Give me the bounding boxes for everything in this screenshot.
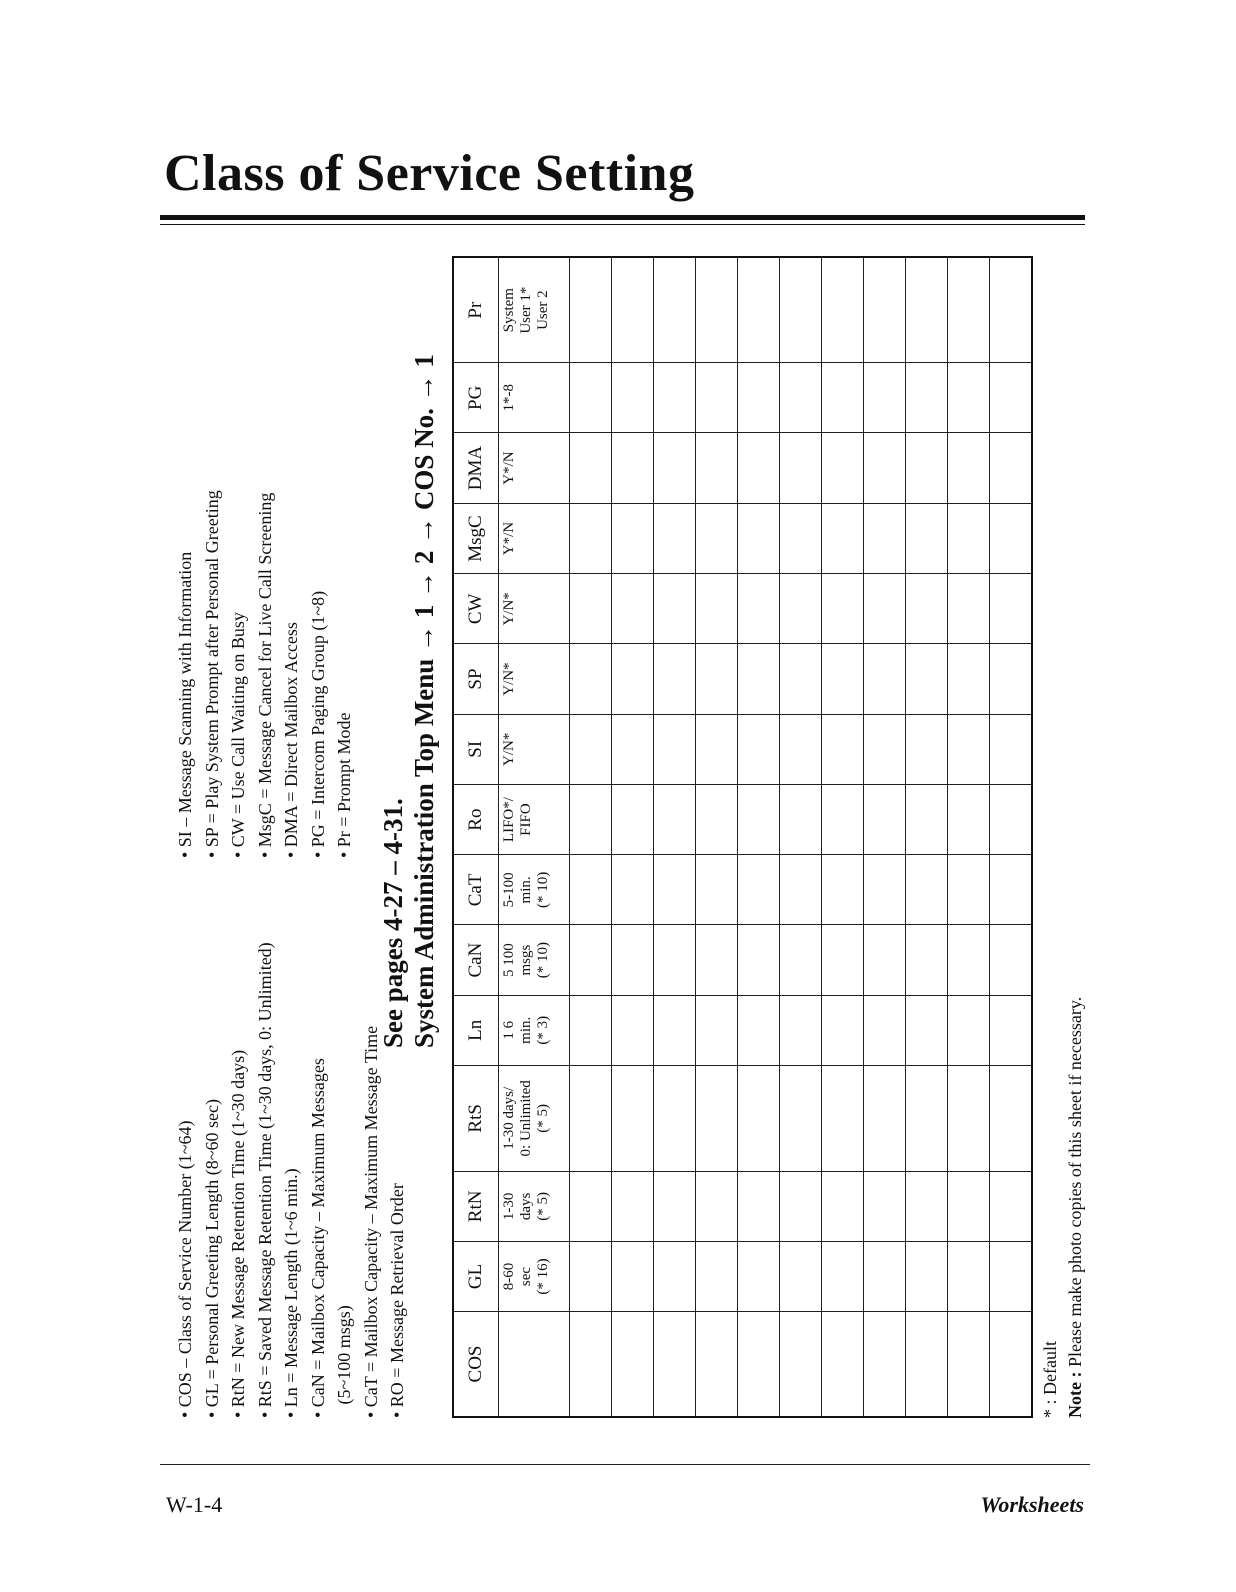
legend-item: • RtN = New Message Retention Time (1~30 days) — [228, 1049, 248, 1418]
range-line: Y/N* — [501, 662, 517, 696]
entry-cell[interactable] — [906, 925, 948, 995]
legend-item: • CaT = Mailbox Capacity – Maximum Message Time — [360, 1025, 381, 1418]
entry-cell[interactable] — [864, 363, 906, 433]
range-line: 1*-8 — [501, 384, 517, 412]
entry-cell[interactable] — [906, 574, 948, 644]
entry-cell[interactable] — [654, 644, 696, 714]
entry-cell[interactable] — [906, 257, 948, 363]
entry-cell[interactable] — [780, 925, 822, 995]
entry-cell[interactable] — [654, 855, 696, 925]
table-row — [654, 257, 696, 1417]
legend-item: • CaN = Mailbox Capacity – Maximum Messages — [307, 1058, 328, 1418]
entry-cell[interactable] — [780, 995, 822, 1065]
entry-cell[interactable] — [906, 363, 948, 433]
entry-cell[interactable] — [906, 784, 948, 854]
range-line: Y*/N — [501, 451, 517, 485]
entry-cell[interactable] — [780, 714, 822, 784]
footer-rule — [160, 1464, 1090, 1465]
entry-cell[interactable] — [780, 644, 822, 714]
entry-cell[interactable] — [990, 784, 1033, 854]
range-line: 1 6 — [501, 1020, 517, 1040]
entry-cell[interactable] — [654, 1312, 696, 1418]
entry-cell[interactable] — [864, 925, 906, 995]
column-header: SI — [453, 714, 499, 784]
entry-cell[interactable] — [990, 855, 1033, 925]
photocopy-note — [1065, 997, 1086, 1418]
table-row — [570, 257, 612, 1417]
entry-cell[interactable] — [948, 1065, 990, 1171]
legend-item: • SP = Play System Prompt after Personal Greeting — [201, 490, 222, 858]
entry-cell[interactable] — [570, 1241, 612, 1311]
entry-cell[interactable] — [612, 925, 654, 995]
range-line: (* 10) — [535, 871, 551, 909]
column-header: Ro — [453, 784, 499, 854]
entry-cell[interactable] — [906, 1312, 948, 1418]
entry-cell[interactable] — [696, 714, 738, 784]
entry-cell[interactable] — [570, 1065, 612, 1171]
entry-cell[interactable] — [990, 363, 1033, 433]
range-line: User 1* — [518, 286, 534, 334]
entry-cell[interactable] — [990, 503, 1033, 573]
entry-cell[interactable] — [948, 784, 990, 854]
legend-item: • SI – Message Scanning with Information — [175, 551, 195, 858]
range-cell — [499, 784, 570, 854]
title-rule-thin — [160, 224, 1085, 225]
photocopy-note-text: Please make photo copies of this sheet if necessary. — [1065, 996, 1085, 1368]
entry-cell[interactable] — [654, 257, 696, 363]
entry-cell[interactable] — [780, 1241, 822, 1311]
column-header: GL — [453, 1241, 499, 1311]
entry-cell[interactable] — [822, 1065, 864, 1171]
entry-cell[interactable] — [906, 433, 948, 503]
entry-cell[interactable] — [612, 574, 654, 644]
entry-cell[interactable] — [906, 714, 948, 784]
range-line: (* 16) — [535, 1258, 551, 1295]
range-line: days — [518, 1192, 534, 1221]
range-line: (* 10) — [535, 942, 551, 979]
table-row — [780, 257, 822, 1417]
entry-cell[interactable] — [570, 503, 612, 573]
entry-cell[interactable] — [864, 1241, 906, 1311]
entry-cell[interactable] — [654, 784, 696, 854]
entry-cell[interactable] — [990, 1171, 1033, 1241]
entry-cell[interactable] — [738, 1171, 780, 1241]
range-line: min. — [518, 1016, 534, 1044]
entry-cell[interactable] — [738, 925, 780, 995]
entry-cell[interactable] — [738, 257, 780, 363]
entry-cell[interactable] — [948, 574, 990, 644]
entry-cell[interactable] — [738, 714, 780, 784]
entry-cell[interactable] — [990, 433, 1033, 503]
entry-cell[interactable] — [696, 574, 738, 644]
entry-cell[interactable] — [612, 433, 654, 503]
entry-cell[interactable] — [612, 503, 654, 573]
cos-settings-table — [452, 256, 1033, 1418]
entry-cell[interactable] — [570, 433, 612, 503]
entry-cell[interactable] — [864, 714, 906, 784]
entry-cell[interactable] — [780, 1312, 822, 1418]
entry-cell[interactable] — [822, 784, 864, 854]
entry-cell[interactable] — [822, 1312, 864, 1418]
entry-cell[interactable] — [906, 1241, 948, 1311]
range-line: msgs — [518, 944, 534, 976]
range-cell — [499, 925, 570, 995]
entry-cell[interactable] — [738, 574, 780, 644]
entry-cell[interactable] — [948, 257, 990, 363]
legend-item: • MsgC = Message Cancel for Live Call Screening — [254, 492, 275, 858]
column-header: PG — [453, 363, 499, 433]
entry-cell[interactable] — [864, 1312, 906, 1418]
entry-cell[interactable] — [822, 257, 864, 363]
entry-cell[interactable] — [570, 257, 612, 363]
entry-cell[interactable] — [864, 433, 906, 503]
entry-cell[interactable] — [990, 1065, 1033, 1171]
entry-cell[interactable] — [696, 1065, 738, 1171]
entry-cell[interactable] — [570, 363, 612, 433]
range-cell — [499, 995, 570, 1065]
entry-cell[interactable] — [612, 257, 654, 363]
entry-cell[interactable] — [990, 714, 1033, 784]
entry-cell[interactable] — [654, 925, 696, 995]
entry-cell[interactable] — [738, 855, 780, 925]
range-line: sec — [518, 1266, 534, 1287]
entry-cell[interactable] — [822, 855, 864, 925]
entry-cell[interactable] — [906, 1171, 948, 1241]
entry-cell[interactable] — [822, 925, 864, 995]
column-header: CW — [453, 574, 499, 644]
entry-cell[interactable] — [990, 925, 1033, 995]
entry-cell[interactable] — [822, 644, 864, 714]
column-header: RtN — [453, 1171, 499, 1241]
entry-cell[interactable] — [948, 1241, 990, 1311]
range-cell — [499, 644, 570, 714]
entry-cell[interactable] — [654, 1171, 696, 1241]
entry-cell[interactable] — [864, 784, 906, 854]
range-cell — [499, 714, 570, 784]
entry-cell[interactable] — [654, 995, 696, 1065]
entry-cell[interactable] — [990, 1241, 1033, 1311]
range-cell — [499, 855, 570, 925]
table-row — [906, 257, 948, 1417]
entry-cell[interactable] — [822, 995, 864, 1065]
entry-cell[interactable] — [612, 714, 654, 784]
entry-cell[interactable] — [906, 855, 948, 925]
entry-cell[interactable] — [738, 995, 780, 1065]
entry-cell[interactable] — [696, 995, 738, 1065]
legend-left-column — [172, 942, 411, 1418]
column-header: Ln — [453, 995, 499, 1065]
entry-cell[interactable] — [570, 574, 612, 644]
entry-cell[interactable] — [612, 1241, 654, 1311]
header-row — [453, 257, 499, 1417]
range-cell — [499, 574, 570, 644]
entry-cell[interactable] — [570, 855, 612, 925]
entry-cell[interactable] — [864, 1171, 906, 1241]
entry-cell[interactable] — [990, 257, 1033, 363]
entry-cell[interactable] — [948, 363, 990, 433]
entry-cell[interactable] — [570, 784, 612, 854]
table-row — [948, 257, 990, 1417]
entry-cell[interactable] — [822, 1171, 864, 1241]
entry-cell[interactable] — [948, 855, 990, 925]
entry-cell[interactable] — [780, 503, 822, 573]
entry-cell[interactable] — [738, 1241, 780, 1311]
entry-cell[interactable] — [570, 644, 612, 714]
entry-cell[interactable] — [738, 644, 780, 714]
entry-cell[interactable] — [738, 1312, 780, 1418]
entry-cell[interactable] — [612, 1065, 654, 1171]
entry-cell[interactable] — [864, 503, 906, 573]
entry-cell[interactable] — [612, 1171, 654, 1241]
legend-right-column — [172, 490, 358, 858]
entry-cell[interactable] — [864, 1065, 906, 1171]
entry-cell[interactable] — [864, 644, 906, 714]
entry-cell[interactable] — [822, 1241, 864, 1311]
entry-cell[interactable] — [612, 1312, 654, 1418]
column-header: RtS — [453, 1065, 499, 1171]
entry-cell[interactable] — [738, 784, 780, 854]
column-header: CaT — [453, 855, 499, 925]
entry-cell[interactable] — [696, 363, 738, 433]
entry-cell[interactable] — [612, 995, 654, 1065]
legend-item: • RtS = Saved Message Retention Time (1~30 days, 0: Unlimited) — [254, 942, 275, 1418]
page-number: W-1-4 — [166, 1492, 223, 1517]
entry-cell[interactable] — [822, 433, 864, 503]
legend-item: • RO = Message Retrieval Order — [387, 1183, 407, 1418]
entry-cell[interactable] — [738, 503, 780, 573]
entry-cell[interactable] — [906, 1065, 948, 1171]
range-line: (* 3) — [535, 1015, 551, 1045]
entry-cell[interactable] — [612, 855, 654, 925]
entry-cell[interactable] — [822, 363, 864, 433]
range-line: Y/N* — [501, 732, 517, 766]
entry-cell[interactable] — [570, 995, 612, 1065]
table-row — [864, 257, 906, 1417]
range-cell — [499, 503, 570, 573]
range-cell — [499, 433, 570, 503]
range-cell — [499, 1065, 570, 1171]
range-line: System — [501, 288, 517, 333]
entry-cell[interactable] — [696, 644, 738, 714]
column-header: COS — [453, 1312, 499, 1418]
entry-cell[interactable] — [948, 433, 990, 503]
range-line: 8-60 — [501, 1262, 517, 1291]
table-row — [738, 257, 780, 1417]
entry-cell[interactable] — [906, 644, 948, 714]
section-name: Worksheets — [980, 1492, 1084, 1517]
range-line: (* 5) — [535, 1103, 551, 1133]
entry-cell[interactable] — [948, 995, 990, 1065]
entry-cell[interactable] — [990, 644, 1033, 714]
menu-navigation-path: System Administration Top Menu → 1 → 2 → COS No. → 1 — [409, 354, 439, 1048]
entry-cell[interactable] — [654, 714, 696, 784]
entry-cell[interactable] — [822, 714, 864, 784]
entry-cell[interactable] — [696, 925, 738, 995]
entry-cell[interactable] — [948, 714, 990, 784]
entry-cell[interactable] — [570, 714, 612, 784]
photocopy-note-label: Note : — [1065, 1371, 1085, 1418]
entry-cell[interactable] — [864, 855, 906, 925]
entry-cell[interactable] — [822, 574, 864, 644]
entry-cell[interactable] — [780, 784, 822, 854]
legend-item: (5~100 msgs) — [334, 1305, 354, 1418]
legend-item: • PG = Intercom Paging Group (1~8) — [307, 590, 328, 858]
entry-cell[interactable] — [906, 503, 948, 573]
range-line: Y*/N — [501, 521, 517, 556]
table-row — [612, 257, 654, 1417]
range-cell — [499, 363, 570, 433]
entry-cell[interactable] — [948, 503, 990, 573]
entry-cell[interactable] — [990, 574, 1033, 644]
entry-cell[interactable] — [612, 784, 654, 854]
legend-item: • Pr = Prompt Mode — [334, 712, 354, 858]
table-row — [696, 257, 738, 1417]
entry-cell[interactable] — [570, 925, 612, 995]
table-row — [822, 257, 864, 1417]
entry-cell[interactable] — [696, 1241, 738, 1311]
range-line: 1-30 — [501, 1192, 517, 1221]
entry-cell[interactable] — [570, 1312, 612, 1418]
entry-cell[interactable] — [654, 503, 696, 573]
range-line: 0: Unlimited — [518, 1080, 534, 1157]
entry-cell[interactable] — [780, 855, 822, 925]
entry-cell[interactable] — [864, 257, 906, 363]
entry-cell[interactable] — [738, 433, 780, 503]
entry-cell[interactable] — [780, 433, 822, 503]
entry-cell[interactable] — [864, 574, 906, 644]
range-cell — [499, 1171, 570, 1241]
default-marker-note: * : Default — [1040, 1341, 1060, 1418]
entry-cell[interactable] — [696, 855, 738, 925]
range-line: min. — [518, 876, 534, 904]
entry-cell[interactable] — [738, 363, 780, 433]
page-title: Class of Service Setting — [164, 145, 695, 202]
range-line: Y/N* — [501, 592, 517, 626]
see-pages-reference: See pages 4-27 – 4-31. — [378, 798, 408, 1048]
entry-cell[interactable] — [570, 1171, 612, 1241]
entry-cell[interactable] — [990, 995, 1033, 1065]
range-line: LIFO*/ — [501, 797, 517, 843]
entry-cell[interactable] — [780, 1171, 822, 1241]
entry-cell[interactable] — [612, 363, 654, 433]
legend-item: • GL = Personal Greeting Length (8~60 sec) — [201, 1099, 222, 1418]
column-header: SP — [453, 644, 499, 714]
entry-cell[interactable] — [780, 363, 822, 433]
entry-cell[interactable] — [654, 433, 696, 503]
entry-cell[interactable] — [822, 503, 864, 573]
range-line: 5-100 — [501, 872, 517, 908]
entry-cell[interactable] — [738, 1065, 780, 1171]
entry-cell[interactable] — [696, 1171, 738, 1241]
entry-cell[interactable] — [696, 503, 738, 573]
entry-cell[interactable] — [864, 995, 906, 1065]
range-line: 1-30 days/ — [501, 1086, 517, 1150]
entry-cell[interactable] — [948, 1312, 990, 1418]
legend-item: • COS – Class of Service Number (1~64) — [175, 1120, 195, 1418]
title-rule-thick — [160, 215, 1085, 220]
entry-cell[interactable] — [948, 644, 990, 714]
table-body — [499, 257, 1033, 1417]
entry-cell[interactable] — [654, 574, 696, 644]
column-header: MsgC — [453, 503, 499, 573]
range-line: (* 5) — [535, 1192, 551, 1221]
range-line: User 2 — [535, 290, 551, 330]
legend-item: • Ln = Message Length (1~6 min.) — [281, 1168, 301, 1418]
range-row — [499, 257, 570, 1417]
range-cell — [499, 257, 570, 363]
entry-cell[interactable] — [990, 1312, 1033, 1418]
entry-cell[interactable] — [696, 433, 738, 503]
column-header: DMA — [453, 433, 499, 503]
entry-cell[interactable] — [906, 995, 948, 1065]
entry-cell[interactable] — [948, 925, 990, 995]
column-header: CaN — [453, 925, 499, 995]
entry-cell[interactable] — [654, 1065, 696, 1171]
entry-cell[interactable] — [654, 363, 696, 433]
entry-cell[interactable] — [948, 1171, 990, 1241]
worksheet-rotated-content — [172, 256, 1092, 1418]
entry-cell[interactable] — [780, 257, 822, 363]
range-cell — [499, 1241, 570, 1311]
range-cell — [499, 1312, 570, 1418]
entry-cell[interactable] — [696, 257, 738, 363]
column-header: Pr — [453, 257, 499, 363]
entry-cell[interactable] — [612, 644, 654, 714]
entry-cell[interactable] — [654, 1241, 696, 1311]
legend-item: • DMA = Direct Mailbox Access — [281, 622, 301, 858]
legend-item: • CW = Use Call Waiting on Busy — [228, 612, 248, 858]
entry-cell[interactable] — [780, 574, 822, 644]
range-line: 5 100 — [501, 943, 517, 977]
entry-cell[interactable] — [696, 1312, 738, 1418]
entry-cell[interactable] — [780, 1065, 822, 1171]
table-row — [990, 257, 1033, 1417]
range-line: FIFO — [518, 803, 534, 836]
entry-cell[interactable] — [696, 784, 738, 854]
table-header — [453, 257, 499, 1417]
